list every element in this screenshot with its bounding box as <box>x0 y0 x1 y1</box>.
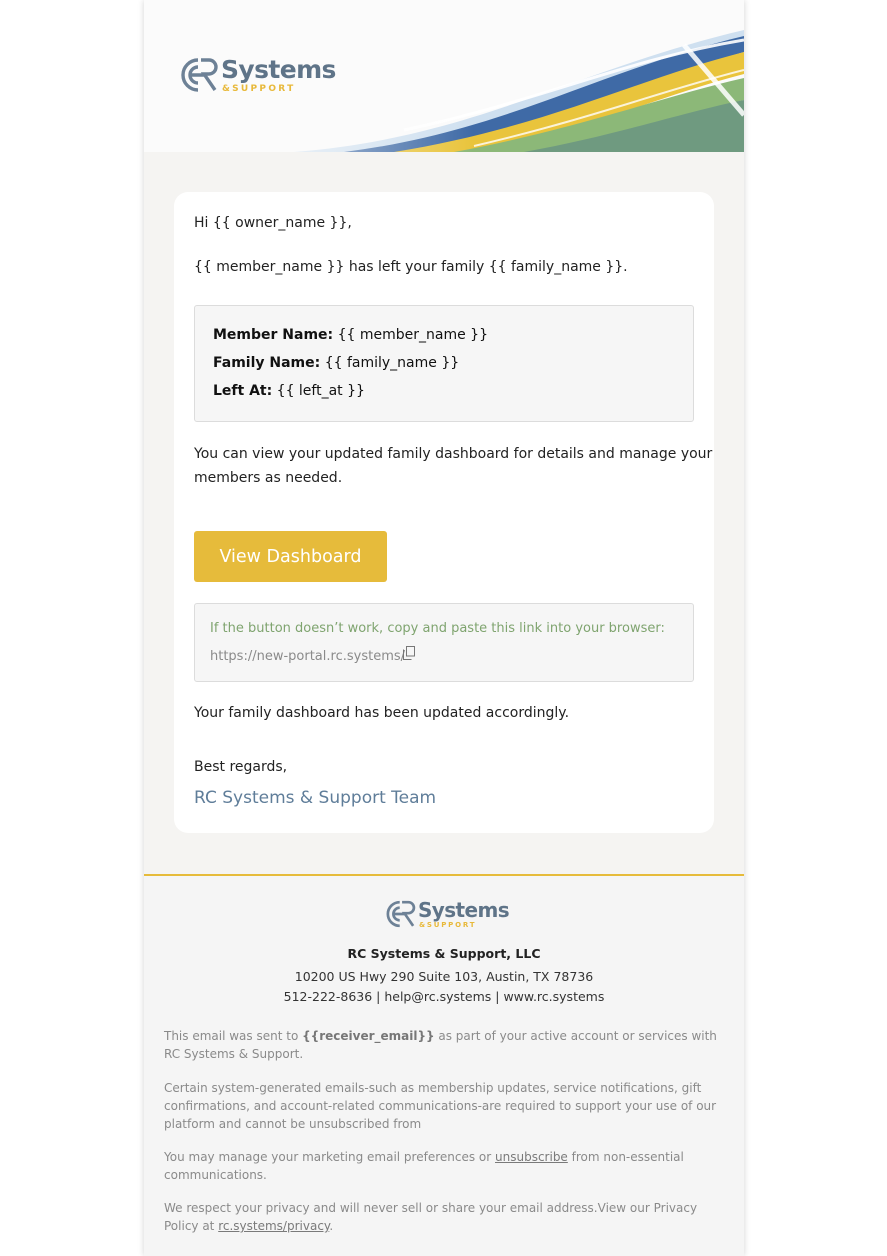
sent-to-notice <box>164 1027 724 1063</box>
rc-logo-icon <box>383 899 418 929</box>
company-name: RC Systems & Support, LLC <box>347 946 541 961</box>
detail-left-at <box>213 383 365 399</box>
detail-family-name <box>213 355 459 371</box>
fallback-link-url[interactable]: https://new-portal.rc.systems/ <box>210 649 406 664</box>
logo-subtitle: &SUPPORT <box>222 84 296 94</box>
detail-value: {{ family_name }} <box>324 355 460 371</box>
detail-value: {{ member_name }} <box>337 327 488 343</box>
manage-prefix: You may manage your marketing email preferences or <box>164 1150 496 1164</box>
greeting: Hi {{ owner_name }}, <box>194 215 352 231</box>
footer-logo <box>383 899 509 929</box>
email-header <box>144 0 744 152</box>
company-contact: 512-222-8636 | help@rc.systems | www.rc.systems <box>283 989 605 1004</box>
sign-off: Best regards, <box>194 759 288 775</box>
manage-suffix: from non-essential communications. <box>164 1150 684 1182</box>
email-footer <box>144 876 744 1256</box>
details-box <box>194 305 694 422</box>
closing-note: Your family dashboard has been updated accordingly. <box>194 705 570 721</box>
logo-wordmark: Systems <box>418 898 510 922</box>
signature: RC Systems & Support Team <box>194 788 437 808</box>
body-text-line-2: members as needed. <box>194 470 343 486</box>
header-logo <box>177 56 336 94</box>
fallback-link-box <box>194 603 694 682</box>
copy-icon[interactable] <box>403 646 415 660</box>
detail-value: {{ left_at }} <box>276 383 365 399</box>
manage-preferences-notice <box>164 1148 724 1184</box>
detail-label: Left At: <box>213 383 273 399</box>
detail-label: Family Name: <box>213 355 321 371</box>
logo-wordmark: Systems <box>221 55 336 84</box>
fallback-link-hint: If the button doesn’t work, copy and paste this link into your browser: <box>210 621 665 636</box>
email-container <box>144 0 744 1256</box>
message-card <box>174 192 714 833</box>
privacy-notice <box>164 1199 724 1235</box>
receiver-email: {{receiver_email}} <box>302 1029 435 1043</box>
privacy-suffix: . <box>329 1219 334 1233</box>
detail-label: Member Name: <box>213 327 334 343</box>
unsubscribe-link[interactable]: unsubscribe <box>495 1150 568 1164</box>
sent-to-suffix: as part of your active account or services with RC Systems & Support. <box>164 1029 717 1061</box>
view-dashboard-button[interactable]: View Dashboard <box>194 531 387 582</box>
company-address: 10200 US Hwy 290 Suite 103, Austin, TX 78736 <box>294 969 594 984</box>
required-emails-notice: Certain system-generated emails-such as membership updates, service notifications, gift confirmations, and account-related communications-are required to support your use of our platform and cannot be unsubscribed from <box>164 1081 717 1131</box>
sent-to-prefix: This email was sent to <box>164 1029 303 1043</box>
detail-member-name <box>213 327 488 343</box>
logo-subtitle: &SUPPORT <box>419 921 477 929</box>
rc-logo-icon <box>177 56 221 94</box>
privacy-prefix: We respect your privacy and will never sell or share your email address.View our Privacy Policy at <box>164 1201 698 1233</box>
intro-text: {{ member_name }} has left your family {{ family_name }}. <box>194 259 628 275</box>
privacy-policy-link[interactable]: rc.systems/privacy <box>218 1219 330 1233</box>
body-text-line-1: You can view your updated family dashboard for details and manage your <box>194 446 713 462</box>
